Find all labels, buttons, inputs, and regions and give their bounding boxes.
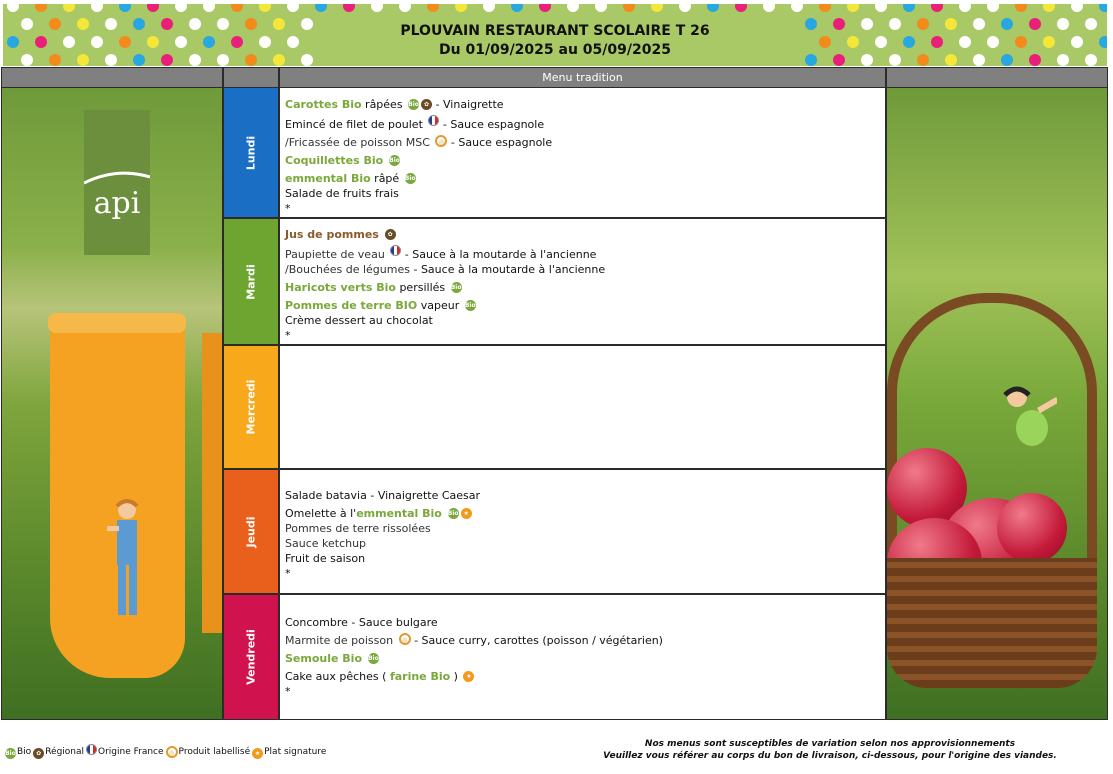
menu-text: Salade de fruits frais [285,187,399,200]
regional-icon: ✿ [421,99,432,110]
day-label-lundi: Lundi [224,88,278,217]
legend-label: Plat signature [264,747,327,757]
confetti-dot [91,4,103,12]
api-logo [84,110,150,255]
menu-cell-vendredi [280,595,885,719]
menu-line [285,328,885,343]
menu-text: * [285,567,291,580]
bio-icon: Bio [389,157,400,164]
menu-text: Marmite de poisson [285,634,397,647]
confetti-dot [623,4,635,12]
confetti-dot [1043,4,1055,12]
menu-line [285,669,885,684]
confetti-dot [735,4,747,12]
footer-note-line1: Nos menus sont susceptibles de variation selon nos approvisionnements [644,739,1016,749]
menu-cell-jeudi [280,470,885,593]
header-cell-right [887,68,1107,87]
menu-sauce: - Sauce espagnole [447,136,553,149]
menu-text: farine Bio [389,670,451,683]
legend-label: Produit labellisé [178,747,251,757]
signature-icon: ★ [461,508,472,519]
confetti-dot [903,4,915,12]
confetti-dot [651,4,663,12]
day-label-vendredi: Vendredi [224,595,278,719]
header-banner [3,4,1107,66]
legend-item-signature [252,747,326,757]
day-label-mardi: Mardi [224,219,278,344]
menu-sauce: - Vinaigrette [432,98,504,111]
menu-text: Omelette à l' [285,507,357,520]
confetti-dot [707,4,719,12]
confetti-dot [427,4,439,12]
legend-item-regional [33,747,84,757]
confetti-dot [315,4,327,12]
label-icon: ◎ [435,135,447,147]
confetti-dot [7,4,19,12]
confetti-dot [231,4,243,12]
confetti-dot [1099,4,1107,12]
confetti-dot [147,4,159,12]
menu-line [285,201,885,216]
climbing-child-icon [997,383,1057,453]
menu-text: emmental Bio [356,507,446,520]
column-header-menu: Menu tradition [280,68,885,87]
confetti-dot [455,4,467,12]
confetti-dot [931,4,943,12]
menu-text: Carottes Bio [285,98,362,111]
legend-item-france [86,747,164,757]
menu-text: Salade batavia - Vinaigrette Caesar [285,489,481,502]
confetti-dot [1015,4,1027,12]
menu-text: Crème dessert au chocolat [285,314,433,327]
france-icon [86,744,97,755]
menu-text: Jus de pommes [285,228,383,241]
menu-line [285,536,885,551]
menu-text: ) [450,670,462,683]
menu-text: Emincé de filet de poulet [285,118,427,131]
header-cell-left [2,68,222,87]
bio-icon: Bio [464,302,476,309]
confetti-dot [567,4,579,12]
menu-line [285,245,885,262]
menu-text: * [285,685,291,698]
menu-cell-mardi [280,219,885,344]
label-icon: ◎ [166,746,178,758]
right-photo-apples [887,88,1107,719]
signature-icon: ★ [252,748,263,759]
menu-text: Concombre - Sauce bulgare [285,616,438,629]
confetti-dot [371,4,383,12]
menu-line [285,615,885,630]
confetti-dot [679,4,691,12]
menu-text: Semoule Bio [285,652,366,665]
menu-line [285,684,885,699]
logo-text: api [93,186,141,221]
confetti-dot [595,4,607,12]
menu-cell-mercredi [280,346,885,468]
menu-line [285,506,885,521]
confetti-dot [987,4,999,12]
confetti-dot [959,4,971,12]
day-label-jeudi: Jeudi [224,470,278,593]
menu-text: /Fricassée de poisson MSC [285,136,434,149]
legend-item-bio [5,747,31,757]
menu-line [285,521,885,536]
header-cell-days [224,68,278,87]
menu-line [285,171,885,186]
page-title: PLOUVAIN RESTAURANT SCOLAIRE T 26 [400,23,710,39]
confetti-dot [763,4,775,12]
wicker-basket [887,558,1097,688]
footer-note [560,738,1100,762]
menu-text: Fruit de saison [285,552,366,565]
menu-sauce: - Sauce curry, carottes (poisson / végétarien) [410,634,663,647]
confetti-dot [343,4,355,12]
menu-line [285,633,885,648]
menu-line [285,298,885,313]
menu-text: /Bouchées de légumes [285,263,410,276]
france-icon [390,245,401,256]
confetti-dot [63,4,75,12]
menu-text: persillés [395,281,449,294]
bio-icon: Bio [408,101,419,108]
menu-line [285,97,885,112]
menu-sauce: - Sauce à la moutarde à l'ancienne [409,263,606,276]
left-photo-boots [2,88,222,719]
legend-label: Régional [45,747,85,757]
menu-line [285,115,885,132]
confetti-dot [875,4,887,12]
second-boot [202,333,222,633]
confetti-dot [511,4,523,12]
menu-text: Cake aux pêches ( [285,670,390,683]
menu-text: Haricots verts Bio [285,281,396,294]
confetti-dot [175,4,187,12]
confetti-dot [819,4,831,12]
bio-icon: Bio [447,510,459,517]
menu-cell-lundi [280,88,885,217]
regional-icon: ✿ [33,748,44,759]
menu-line [285,566,885,581]
menu-text: Coquillettes Bio [285,154,388,167]
legend-label: Bio [17,747,32,757]
confetti-dot [203,4,215,12]
confetti-dot [847,4,859,12]
date-range: Du 01/09/2025 au 05/09/2025 [439,42,671,58]
footer-note-line2: Veuillez vous référer au corps du bon de livraison, ci-dessous, pour l'origine des viandes. [603,751,1057,761]
menu-line [285,280,885,295]
menu-sauce: - Sauce espagnole [439,118,545,131]
signature-icon: ★ [463,671,474,682]
menu-text: emmental Bio [285,172,371,185]
label-icon: ◎ [399,633,411,645]
france-icon [428,115,439,126]
menu-text: * [285,329,291,342]
boot-rim [48,313,186,333]
confetti-dot [1071,4,1083,12]
menu-text: Pommes de terre rissolées [285,522,431,535]
menu-line [285,135,885,150]
legend-label: Origine France [98,747,164,757]
menu-text: * [285,202,291,215]
menu-text: Pommes de terre BIO [285,299,418,312]
confetti-dot [399,4,411,12]
menu-line [285,227,885,242]
menu-text: Paupiette de veau [285,248,389,261]
menu-line [285,488,885,503]
menu-line [285,313,885,328]
menu-text: râpées [361,98,407,111]
menu-line [285,186,885,201]
menu-line [285,153,885,168]
menu-line [285,651,885,666]
bio-icon: Bio [367,655,379,662]
confetti-dot [259,4,271,12]
confetti-dot [119,4,131,12]
icon-legend [5,744,328,759]
menu-text: râpé [370,172,403,185]
confetti-dot [35,4,47,12]
confetti-dot [791,4,803,12]
child-illustration-icon [107,498,147,623]
menu-line [285,262,885,277]
menu-sauce: - Sauce à la moutarde à l'ancienne [401,248,597,261]
menu-text: Sauce ketchup [285,537,367,550]
bio-icon: Bio [450,284,462,291]
confetti-dot [483,4,495,12]
apple [997,493,1067,563]
confetti-dot [287,4,299,12]
bio-icon: Bio [404,175,416,182]
menu-line [285,551,885,566]
confetti-dot [539,4,551,12]
legend-item-label [166,747,251,757]
menu-text: vapeur [417,299,463,312]
regional-icon: ✿ [385,229,396,240]
bio-icon: Bio [5,750,16,757]
day-label-mercredi: Mercredi [224,346,278,468]
